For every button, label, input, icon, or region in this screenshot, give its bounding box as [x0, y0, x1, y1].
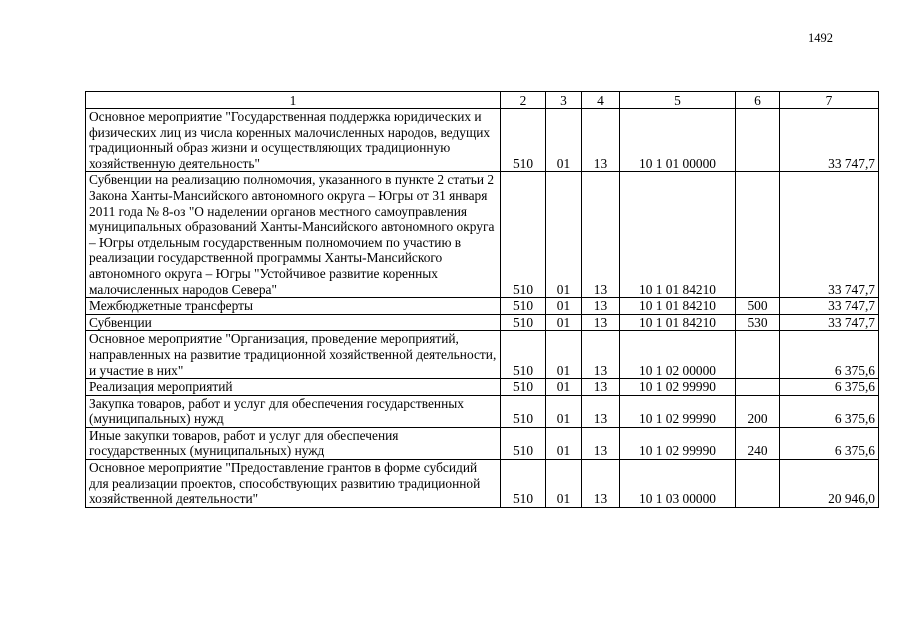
row-name-cell: Реализация мероприятий [86, 379, 501, 396]
row-col2-cell: 510 [501, 314, 546, 331]
row-col4-cell: 13 [582, 331, 620, 379]
row-col3-cell: 01 [546, 172, 582, 298]
row-col3-cell: 01 [546, 379, 582, 396]
row-col5-cell: 10 1 01 84210 [620, 172, 736, 298]
row-amount-cell: 20 946,0 [780, 460, 879, 508]
row-name-cell: Основное мероприятие "Организация, проведение мероприятий, направленных на развитие традиционной хозяйственной деятельности, и участие в них" [86, 331, 501, 379]
row-col3-cell: 01 [546, 298, 582, 315]
row-col2-cell: 510 [501, 331, 546, 379]
row-col3-cell: 01 [546, 427, 582, 459]
page-number: 1492 [808, 31, 833, 45]
table-row [86, 379, 879, 396]
row-col2-cell: 510 [501, 379, 546, 396]
row-name-cell: Основное мероприятие "Предоставление грантов в форме субсидий для реализации проектов, способствующих развитию традиционной хозяйственной деятельности" [86, 460, 501, 508]
row-col2-cell: 510 [501, 460, 546, 508]
row-col4-cell: 13 [582, 460, 620, 508]
row-name-cell: Закупка товаров, работ и услуг для обеспечения государственных (муниципальных) нужд [86, 395, 501, 427]
row-col6-cell [736, 172, 780, 298]
row-col6-cell [736, 331, 780, 379]
row-col6-cell: 200 [736, 395, 780, 427]
table-row [86, 427, 879, 459]
row-col6-cell [736, 379, 780, 396]
row-col6-cell: 240 [736, 427, 780, 459]
column-header: 7 [780, 92, 879, 109]
table-row [86, 314, 879, 331]
row-name-cell: Субвенции [86, 314, 501, 331]
row-col5-cell: 10 1 03 00000 [620, 460, 736, 508]
row-col4-cell: 13 [582, 427, 620, 459]
row-col4-cell: 13 [582, 379, 620, 396]
budget-table [85, 91, 879, 508]
row-amount-cell: 6 375,6 [780, 395, 879, 427]
table-header-row [86, 92, 879, 109]
row-name-cell: Иные закупки товаров, работ и услуг для обеспечения государственных (муниципальных) нужд [86, 427, 501, 459]
row-col5-cell: 10 1 02 99990 [620, 395, 736, 427]
row-col4-cell: 13 [582, 298, 620, 315]
column-header: 1 [86, 92, 501, 109]
row-col4-cell: 13 [582, 314, 620, 331]
row-col2-cell: 510 [501, 172, 546, 298]
row-amount-cell: 33 747,7 [780, 298, 879, 315]
row-col6-cell: 500 [736, 298, 780, 315]
row-col2-cell: 510 [501, 298, 546, 315]
row-col5-cell: 10 1 01 00000 [620, 109, 736, 172]
table-row [86, 172, 879, 298]
column-header: 6 [736, 92, 780, 109]
row-col3-cell: 01 [546, 331, 582, 379]
row-col3-cell: 01 [546, 314, 582, 331]
row-amount-cell: 33 747,7 [780, 172, 879, 298]
row-amount-cell: 33 747,7 [780, 109, 879, 172]
row-col2-cell: 510 [501, 109, 546, 172]
row-col5-cell: 10 1 02 99990 [620, 379, 736, 396]
row-col3-cell: 01 [546, 460, 582, 508]
row-amount-cell: 6 375,6 [780, 427, 879, 459]
row-col5-cell: 10 1 02 99990 [620, 427, 736, 459]
row-amount-cell: 6 375,6 [780, 379, 879, 396]
row-amount-cell: 33 747,7 [780, 314, 879, 331]
table-row [86, 298, 879, 315]
table-row [86, 331, 879, 379]
row-col4-cell: 13 [582, 109, 620, 172]
row-col6-cell: 530 [736, 314, 780, 331]
row-col5-cell: 10 1 01 84210 [620, 314, 736, 331]
table-row [86, 460, 879, 508]
row-col6-cell [736, 460, 780, 508]
row-col3-cell: 01 [546, 109, 582, 172]
table-row [86, 109, 879, 172]
column-header: 3 [546, 92, 582, 109]
table-body [86, 109, 879, 508]
row-col6-cell [736, 109, 780, 172]
row-col3-cell: 01 [546, 395, 582, 427]
row-col2-cell: 510 [501, 395, 546, 427]
row-name-cell: Субвенции на реализацию полномочия, указанного в пункте 2 статьи 2 Закона Ханты-Мансийского автономного округа – Югры от 31 января 2011 года № 8-оз "О наделении органов местного самоуправления муниципальных образований Ханты-Мансийского автономного округа – Югры отдельным государственным полномочием по участию в реализации государственной программы Ханты-Мансийского автономного округа – Югры "Устойчивое развитие коренных малочисленных народов Севера" [86, 172, 501, 298]
column-header: 5 [620, 92, 736, 109]
row-name-cell: Межбюджетные трансферты [86, 298, 501, 315]
row-col5-cell: 10 1 02 00000 [620, 331, 736, 379]
column-header: 2 [501, 92, 546, 109]
row-amount-cell: 6 375,6 [780, 331, 879, 379]
row-col5-cell: 10 1 01 84210 [620, 298, 736, 315]
row-col4-cell: 13 [582, 172, 620, 298]
row-name-cell: Основное мероприятие "Государственная поддержка юридических и физических лиц из числа коренных малочисленных народов, ведущих традиционный образ жизни и осуществляющих традиционную хозяйственную деятельность" [86, 109, 501, 172]
row-col4-cell: 13 [582, 395, 620, 427]
row-col2-cell: 510 [501, 427, 546, 459]
column-header: 4 [582, 92, 620, 109]
table-row [86, 395, 879, 427]
